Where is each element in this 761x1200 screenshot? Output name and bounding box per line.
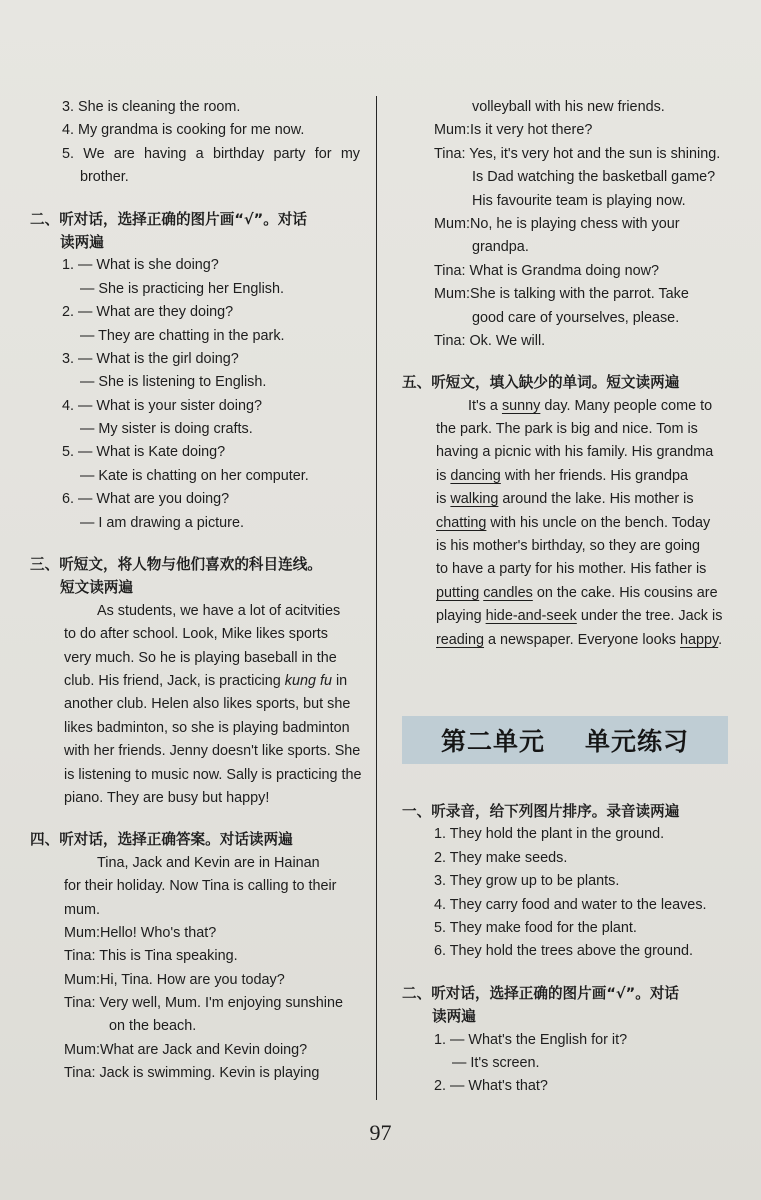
- dialog-line: — She is listening to English.: [80, 374, 267, 391]
- dialog-line: Mum:She is talking with the parrot. Take: [434, 286, 689, 303]
- unit-heading-2: 二、听对话，选择正确的图片画“√”。对话: [402, 984, 680, 1002]
- passage-line: to do after school. Look, Mike likes sports: [64, 626, 328, 643]
- passage-text: with his uncle on the bench. Today: [490, 514, 711, 531]
- passage-text: in: [335, 672, 348, 689]
- dialog-line: on the beach.: [109, 1018, 197, 1035]
- dialog-line: Mum:Hi, Tina. How are you today?: [64, 971, 285, 988]
- unit-two-exercises: [402, 800, 732, 1099]
- answer-word: hide-and-seek: [485, 608, 577, 625]
- passage-line: for their holiday. Now Tina is calling to their: [64, 878, 337, 895]
- passage-text: It's a: [468, 397, 498, 414]
- answer-word: candles: [483, 584, 533, 601]
- dialog-line: — She is practicing her English.: [80, 280, 284, 297]
- passage-line: As students, we have a lot of acitvities: [97, 602, 341, 619]
- section-heading-5: 五、听短文，填入缺少的单词。短文读两遍: [402, 374, 680, 392]
- dialog-line: good care of yourselves, please.: [472, 309, 680, 326]
- answer-word: putting: [436, 584, 480, 601]
- section-heading-2: 二、听对话，选择正确的图片画“√”。对话: [30, 210, 308, 228]
- answer-word: reading: [436, 631, 485, 648]
- passage: [30, 600, 360, 811]
- list-item: 2. They make seeds.: [434, 849, 568, 866]
- dialog-line: — It's screen.: [452, 1054, 540, 1071]
- passage-line: [402, 629, 732, 652]
- dialog-line: 6. — What are you doing?: [62, 491, 230, 508]
- dialog-line: Mum:Is it very hot there?: [434, 122, 593, 139]
- passage-line: [402, 512, 732, 535]
- list-item: 1. They hold the plant in the ground.: [434, 826, 665, 843]
- section-heading-2-cont: 读两遍: [60, 233, 104, 251]
- list-item: 5. We are having a birthday party for my: [62, 145, 360, 162]
- dialog-line: 2. — What's that?: [434, 1078, 548, 1095]
- passage-text: around the lake. His mother is: [502, 491, 694, 508]
- passage-text: club. His friend, Jack, is practicing: [64, 672, 281, 689]
- section-heading-3-cont: 短文读两遍: [60, 579, 133, 597]
- passage-line: another club. Helen also likes sports, but she: [64, 696, 351, 713]
- passage-line: likes badminton, so she is playing badminton: [64, 719, 350, 736]
- passage-line: [30, 670, 360, 693]
- passage-italic: kung fu: [284, 672, 332, 689]
- list-item-continued: brother.: [80, 169, 129, 186]
- passage-line: [402, 582, 732, 605]
- passage-text: is: [436, 467, 447, 484]
- passage-line: [402, 465, 732, 488]
- dialog-line: grandpa.: [472, 239, 529, 256]
- page-number: 97: [369, 1120, 392, 1145]
- passage-text: under the tree. Jack is: [580, 608, 723, 625]
- dialog-line: — My sister is doing crafts.: [80, 421, 253, 438]
- dialog-line: Tina: This is Tina speaking.: [64, 948, 238, 965]
- dialog-line: Tina: Very well, Mum. I'm enjoying sunshine: [64, 995, 343, 1012]
- passage-line: [402, 488, 732, 511]
- passage-line: mum.: [64, 901, 100, 918]
- fill-in-passage: [402, 395, 732, 652]
- answer-word: chatting: [436, 514, 487, 531]
- unit-heading-2-cont: 读两遍: [432, 1008, 476, 1026]
- section-heading-3: 三、听短文，将人物与他们喜欢的科目连线。: [30, 556, 322, 574]
- list-item: 6. They hold the trees above the ground.: [434, 943, 693, 960]
- passage-text: a newspaper. Everyone looks: [488, 631, 677, 648]
- column-divider: [376, 96, 377, 1100]
- passage-line: [402, 395, 732, 418]
- passage-line: is his mother's birthday, so they are going: [436, 538, 701, 555]
- passage-text: with her friends. His grandpa: [504, 467, 688, 484]
- list-item: 4. They carry food and water to the leaves.: [434, 896, 707, 913]
- dialog-line: — Kate is chatting on her computer.: [80, 467, 309, 484]
- dialog-line: Tina: Ok. We will.: [434, 332, 546, 349]
- left-column: [30, 96, 360, 1086]
- dialog-line: volleyball with his new friends.: [472, 99, 665, 115]
- passage-text: .: [718, 631, 723, 648]
- passage-line: is listening to music now. Sally is practicing the: [64, 766, 362, 783]
- dialog-line: Tina: What is Grandma doing now?: [434, 262, 660, 279]
- passage-text: playing: [436, 608, 482, 625]
- dialog-line: Tina: Yes, it's very hot and the sun is shining.: [434, 145, 721, 162]
- dialog-line: 1. — What is she doing?: [62, 257, 219, 274]
- list-item: 3. They grow up to be plants.: [434, 873, 620, 890]
- list-item: 3. She is cleaning the room.: [62, 99, 241, 115]
- dialog-line: Mum:No, he is playing chess with your: [434, 215, 680, 232]
- dialog-line: 1. — What's the English for it?: [434, 1031, 628, 1048]
- dialog-line: 5. — What is Kate doing?: [62, 444, 226, 461]
- dialog-line: Tina: Jack is swimming. Kevin is playing: [64, 1065, 320, 1082]
- passage-line: with her friends. Jenny doesn't like sports. She: [64, 743, 361, 760]
- dialog-line: 3. — What is the girl doing?: [62, 350, 239, 367]
- section-heading-4: 四、听对话，选择正确答案。对话读两遍: [30, 831, 293, 849]
- unit-title-number: 第二单元: [440, 727, 545, 756]
- dialog-line: Mum:Hello! Who's that?: [64, 924, 217, 941]
- unit-title-name: 单元练习: [585, 727, 690, 756]
- dialog-line: Is Dad watching the basketball game?: [472, 169, 716, 186]
- dialog-line: — I am drawing a picture.: [80, 514, 244, 531]
- passage-line: to have a party for his mother. His father is: [436, 561, 707, 578]
- dialog-line: Mum:What are Jack and Kevin doing?: [64, 1041, 308, 1058]
- dialog-line: 2. — What are they doing?: [62, 304, 234, 321]
- answer-word: sunny: [501, 397, 541, 414]
- passage-line: very much. So he is playing baseball in the: [64, 649, 337, 666]
- passage-line: [402, 605, 732, 628]
- right-column: [402, 96, 732, 652]
- passage-line: the park. The park is big and nice. Tom is: [436, 421, 698, 438]
- list-item: 4. My grandma is cooking for me now.: [62, 122, 305, 139]
- passage-text: on the cake. His cousins are: [536, 584, 718, 601]
- passage-line: piano. They are busy but happy!: [64, 789, 270, 806]
- dialog-line: His favourite team is playing now.: [472, 192, 686, 209]
- answer-word: happy: [680, 631, 719, 648]
- passage-text: is: [436, 491, 447, 508]
- dialog-line: — They are chatting in the park.: [80, 327, 285, 344]
- answer-word: dancing: [450, 467, 501, 484]
- dialog-line: 4. — What is your sister doing?: [62, 397, 262, 414]
- list-item: 5. They make food for the plant.: [434, 919, 637, 936]
- unit-title-banner: [402, 716, 728, 764]
- passage-line: having a picnic with his family. His grandma: [436, 444, 714, 461]
- passage-line: Tina, Jack and Kevin are in Hainan: [97, 854, 320, 871]
- unit-heading-1: 一、听录音，给下列图片排序。录音读两遍: [402, 803, 680, 820]
- passage-text: day. Many people come to: [544, 397, 713, 414]
- answer-word: walking: [450, 491, 499, 508]
